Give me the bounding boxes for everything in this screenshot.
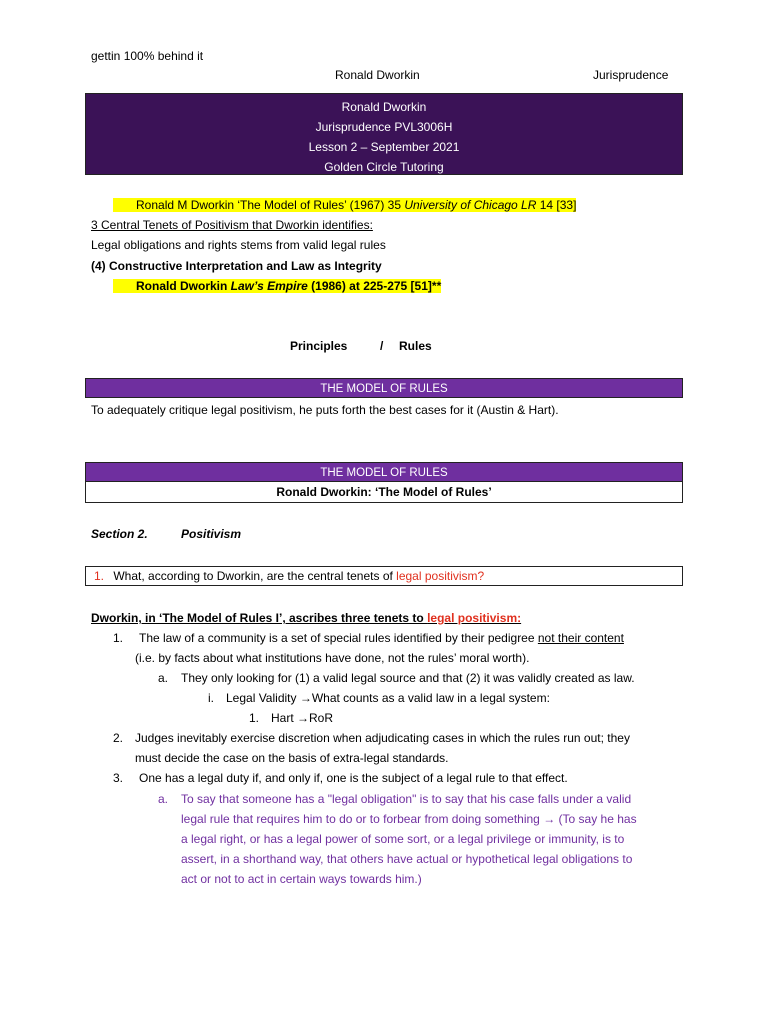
title-line: Lesson 2 – September 2021 <box>308 140 460 154</box>
tenet-3a-line: legal rule that requires him to do or to forbear from doing something → (To say he has <box>181 812 637 826</box>
ascribes-text: Dworkin, in ‘The Model of Rules I’, ascribes three tenets to <box>91 611 428 625</box>
model-of-rules-band: THE MODEL OF RULES <box>85 378 683 398</box>
model-of-rules-band-2: THE MODEL OF RULES <box>85 462 683 482</box>
header-subject: Jurisprudence <box>593 68 669 82</box>
ascribes-highlight: legal positivism: <box>427 611 522 625</box>
tenet-1ai: Legal Validity →What counts as a valid law in a legal system: <box>226 691 550 705</box>
section-title: Positivism <box>181 527 242 541</box>
critique-text: To adequately critique legal positivism, he puts forth the best cases for it (Austin & Hart). <box>91 403 559 417</box>
list-number: 1. <box>249 711 260 725</box>
question-box <box>85 566 683 586</box>
question-highlight: legal positivism? <box>396 569 485 583</box>
reference-model-of-rules <box>113 198 576 212</box>
title-line: Golden Circle Tutoring <box>324 160 444 174</box>
ref-text: 14 [33] <box>536 198 577 212</box>
title-line: Ronald Dworkin <box>341 100 427 114</box>
tenets-heading: 3 Central Tenets of Positivism that Dworkin identifies: <box>91 218 373 232</box>
tenet-1-underlined: not their content <box>537 631 624 645</box>
question-text: What, according to Dworkin, are the central tenets of <box>113 569 397 583</box>
tenet-3a-line: act or not to act in certain ways towards him.) <box>181 872 422 886</box>
tenet-1ai1: Hart →RoR <box>271 711 334 725</box>
tenet-3a-line: assert, in a shorthand way, that others have actual or hypothetical legal obligations to <box>181 852 633 866</box>
tenet-1-line-1 <box>139 631 624 645</box>
list-number: 2. <box>113 731 124 745</box>
tenet-1a: They only looking for (1) a valid legal source and that (2) it was validly created as law. <box>181 671 635 685</box>
list-roman: i. <box>208 691 214 705</box>
section-4-heading: (4) Constructive Interpretation and Law as Integrity <box>91 259 382 273</box>
list-letter: a. <box>158 792 169 806</box>
ref-text: Ronald M Dworkin ‘The Model of Rules’ (1967) 35 <box>136 198 405 212</box>
ascribes-heading <box>91 611 521 625</box>
tenets-line: Legal obligations and rights stems from valid legal rules <box>91 238 386 252</box>
tenet-3a-line: To say that someone has a "legal obligation" is to say that his case falls under a valid <box>181 792 632 806</box>
question-number: 1. <box>94 569 105 583</box>
top-note: gettin 100% behind it <box>91 49 204 63</box>
reference-laws-empire <box>113 279 441 293</box>
tenet-1-text: The law of a community is a set of special rules identified by their pedigree <box>139 631 538 645</box>
header-author: Ronald Dworkin <box>335 68 420 82</box>
tenet-3a-line: a legal right, or has a legal power of some sort, or a legal privilege or immunity, is to <box>181 832 625 846</box>
title-box <box>85 93 683 175</box>
title-line: Jurisprudence PVL3006H <box>315 120 453 134</box>
ref-text: Ronald Dworkin <box>136 279 231 293</box>
tenet-2-line-2: must decide the case on the basis of extra-legal standards. <box>135 751 449 765</box>
principles-separator: / <box>380 339 384 353</box>
model-of-rules-subtitle: Ronald Dworkin: ‘The Model of Rules’ <box>85 482 683 503</box>
tenet-3: One has a legal duty if, and only if, one is the subject of a legal rule to that effect. <box>139 771 568 785</box>
list-letter: a. <box>158 671 169 685</box>
list-number: 1. <box>113 631 124 645</box>
principles-label: Principles <box>290 339 348 353</box>
tenet-1-line-2: (i.e. by facts about what institutions have done, not the rules’ moral worth). <box>135 651 530 665</box>
section-label: Section 2. <box>91 527 148 541</box>
ref-book: Law’s Empire <box>230 279 308 293</box>
rules-label: Rules <box>399 339 432 353</box>
ref-journal: University of Chicago LR <box>404 198 537 212</box>
list-number: 3. <box>113 771 124 785</box>
ref-text: (1986) at 225-275 [51]** <box>307 279 442 293</box>
tenet-2-line-1: Judges inevitably exercise discretion when adjudicating cases in which the rules run out; they <box>135 731 630 745</box>
